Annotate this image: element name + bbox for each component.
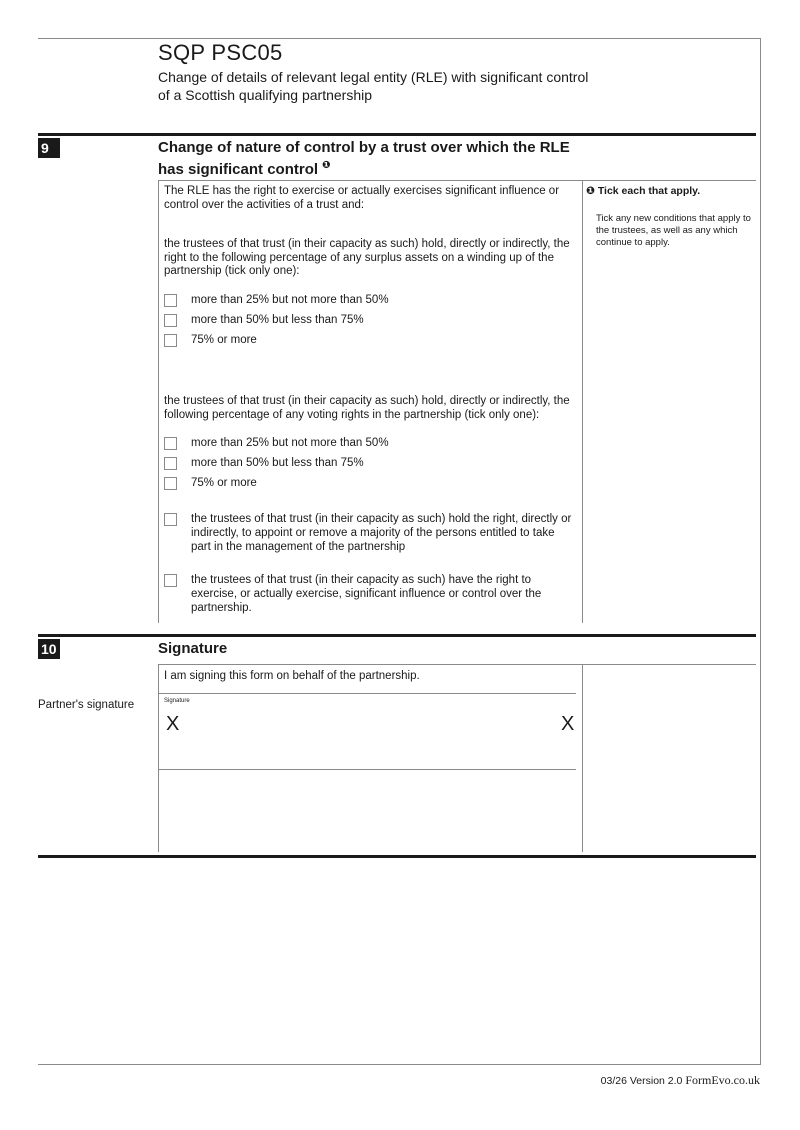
surplus-option-3[interactable] [164,333,576,347]
form-title-line2: of a Scottish qualifying partnership [158,87,373,103]
form-title [158,68,618,104]
surplus-option-3-label: 75% or more [191,334,257,346]
influence-option[interactable] [164,573,576,615]
appoint-option-label: the trustees of that trust (in their capacity as such) hold the right, directly or indirectly, to appoint or remove a majority of the persons entitled to take part in the management of the partnership [191,513,572,553]
top-border [38,38,761,39]
side-note-heading: ❶ Tick each that apply. [586,185,701,197]
bottom-border [38,1064,761,1065]
section10-content-top-border [158,664,756,665]
section10-bottom-rule [38,855,756,858]
appoint-option[interactable] [164,512,576,554]
surplus-option-2-label: more than 50% but less than 75% [191,314,364,326]
voting-option-2-label: more than 50% but less than 75% [191,457,364,469]
voting-checkbox-2[interactable] [164,457,177,470]
section9-title [158,139,578,179]
signature-field-label: Signature [164,698,190,704]
footer [601,1073,760,1088]
surplus-option-2[interactable] [164,313,576,327]
surplus-checkbox-1[interactable] [164,294,177,307]
section10-divider [582,664,583,852]
form-title-line1: Change of details of relevant legal entity (RLE) with significant control [158,69,589,85]
section10-number: 10 [38,639,60,659]
voting-option-2[interactable] [164,456,576,470]
section9-rule [38,133,756,136]
brand-text: FormEvo.co.uk [685,1073,760,1087]
voting-option-1[interactable] [164,436,576,450]
signature-start-mark: X [166,713,180,735]
section10-title: Signature [158,640,228,657]
partner-signature-label: Partner's signature [38,699,135,711]
info-icon: ❶ [322,160,331,171]
section10-rule [38,634,756,637]
signature-end-mark: X [561,713,575,735]
section9-number: 9 [38,138,60,158]
voting-checkbox-3[interactable] [164,477,177,490]
voting-option-3-label: 75% or more [191,477,257,489]
surplus-checkbox-2[interactable] [164,314,177,327]
section9-left-border [158,180,159,623]
voting-text: the trustees of that trust (in their capacity as such) hold, directly or indirectly, the following percentage of any voting rights in the partnership (tick only one): [164,395,570,421]
statement-divider [158,693,576,694]
voting-option-3[interactable] [164,476,576,490]
signing-statement: I am signing this form on behalf of the partnership. [164,670,420,682]
appoint-checkbox[interactable] [164,513,177,526]
influence-option-label: the trustees of that trust (in their capacity as such) have the right to exercise, or actually exercise, significant influence or control over the partnership. [191,574,542,614]
version-text: 03/26 Version 2.0 [600,1075,683,1087]
influence-checkbox[interactable] [164,574,177,587]
voting-option-1-label: more than 25% but not more than 50% [191,437,389,449]
section9-divider [582,180,583,623]
section9-title-line1: Change of nature of control by a trust over which the RLE [158,139,570,156]
section9-content-top-border [158,180,756,181]
signature-bottom-divider [158,769,576,770]
surplus-checkbox-3[interactable] [164,334,177,347]
voting-checkbox-1[interactable] [164,437,177,450]
side-note-text: Tick any new conditions that apply to the trustees, as well as any which continue to apply. [596,213,751,248]
signature-field[interactable] [160,695,574,767]
right-border [760,38,761,1065]
surplus-option-1[interactable] [164,293,576,307]
info-icon: ❶ [586,185,595,197]
surplus-text: the trustees of that trust (in their capacity as such) hold, directly or indirectly, the right to the following percentage of any surplus assets on a winding up of the partnership (tick only one): [164,238,570,277]
surplus-option-1-label: more than 25% but not more than 50% [191,294,389,306]
section9-intro: The RLE has the right to exercise or actually exercises significant influence or control over the activities of a trust and: [164,185,560,211]
form-code: SQP PSC05 [158,40,283,65]
section9-title-line2: has significant control $^❶$ [158,160,331,178]
